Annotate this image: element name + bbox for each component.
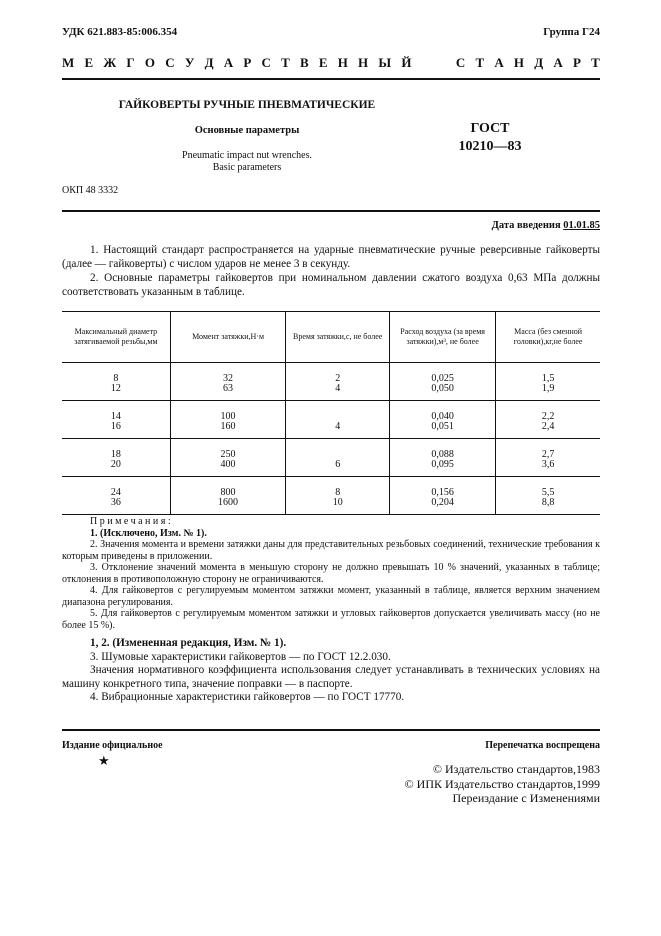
cell-value: 0,095 (431, 459, 454, 470)
banner-letter: Т (475, 55, 485, 70)
cell-value: 2,2 (541, 411, 555, 422)
cell-value: 8 (335, 487, 341, 498)
banner-letter: Н (337, 55, 348, 70)
star-icon: ★ (98, 753, 110, 768)
paragraph-4: 4. Вибрационные характеристики гайковертов — по ГОСТ 17770. (90, 691, 405, 703)
cell-value: 2,7 (541, 449, 555, 460)
banner-letter: В (299, 55, 309, 70)
cell-value: 8,8 (541, 497, 555, 508)
table-cell (170, 477, 285, 515)
udk-code: УДК 621.883-85:006.354 (62, 26, 178, 38)
table-cell (62, 363, 170, 401)
banner-letter: Ж (103, 55, 117, 70)
cell-value: 0,088 (431, 449, 454, 460)
banner-letter: О (144, 55, 156, 70)
banner-letter: У (184, 55, 195, 70)
banner-letter: Д (204, 55, 214, 70)
cell-value: 4 (335, 421, 341, 432)
table-cell (390, 477, 496, 515)
note-5: 5. Для гайковертов с регулируемым моментом затяжки и угловых гайковертов допускается увеличивать массу (но не более 15 %). (62, 608, 600, 631)
english-title-line-1: Pneumatic impact nut wrenches. (182, 150, 312, 161)
paragraph-3: 3. Шумовые характеристики гайковертов — по ГОСТ 12.2.030. (90, 650, 391, 663)
table-row (62, 439, 600, 477)
cell-value: 18 (110, 449, 121, 460)
group-code: Группа Г24 (543, 26, 600, 38)
table-cell (496, 477, 600, 515)
table-cell (286, 363, 390, 401)
table-cell (286, 439, 390, 477)
banner-gap (422, 55, 446, 71)
notes-block (62, 516, 600, 631)
table-cell (286, 401, 390, 439)
cell-value: 0,025 (431, 373, 454, 384)
table-cell (496, 363, 600, 401)
note-1: 1. (Исключено, Изм. № 1). (90, 527, 207, 539)
table-cell (170, 439, 285, 477)
header-torque: Момент затяжки,Н·м (170, 312, 285, 363)
banner-letter: Е (318, 55, 328, 70)
table-cell (390, 401, 496, 439)
banner-letter: Д (534, 55, 544, 70)
standard-type-banner (62, 55, 600, 71)
publisher-line-1: © Издательство стандартов,1983 (432, 762, 600, 776)
banner-letter: А (494, 55, 504, 70)
publisher-line-2: © ИПК Издательство стандартов,1999 (404, 776, 600, 791)
document-title: ГАЙКОВЕРТЫ РУЧНЫЕ ПНЕВМАТИЧЕСКИЕ (118, 99, 376, 111)
cell-value: 1600 (218, 497, 239, 508)
cell-value: 0,156 (431, 487, 454, 498)
cell-value: 32 (223, 373, 234, 384)
cell-value: 0,204 (431, 497, 454, 508)
banner-letter: Й (401, 55, 412, 70)
banner-letter: Р (573, 55, 581, 70)
publisher-line-3: Переиздание с Изменениями (452, 791, 600, 805)
cell-value: 800 (220, 487, 236, 498)
publisher-info (405, 762, 600, 806)
cell-value: 2 (335, 373, 341, 384)
note-3: 3. Отклонение значений момента в меньшую сторону не должно превышать 10 % значений, указанных в таблице; отклонения в противоположную сторону не ограничиваются. (62, 562, 600, 585)
banner-letter: А (223, 55, 234, 70)
banner-letter: Е (84, 55, 94, 70)
cell-value: 16 (110, 421, 121, 432)
cell-value: 1,5 (541, 373, 555, 384)
intro-date-value: 01.01.85 (563, 220, 600, 231)
paragraph-3-continued: Значения нормативного коэффициента использования следует устанавливать в технических условиях на машину конкретного типа, значение поправки — в паспорте. (62, 664, 600, 690)
table-row (62, 363, 600, 401)
banner-letter: Р (243, 55, 252, 70)
banner-letter: Г (126, 55, 135, 70)
cell-value: 250 (220, 449, 236, 460)
table-cell (390, 363, 496, 401)
official-edition: Издание официальное (62, 740, 163, 751)
table-cell (286, 477, 390, 515)
cell-value: 3,6 (541, 459, 555, 470)
cell-value: 0,051 (431, 421, 454, 432)
gost-number: 10210—83 (458, 139, 522, 154)
paragraph-1: 1. Настоящий стандарт распространяется на ударные пневматические ручные реверсивные гайковерты (далее — гайковерты) с числом ударов не менее 3 в секунду. (62, 244, 600, 270)
cell-value: 12 (110, 383, 121, 394)
intro-paragraphs (62, 243, 600, 299)
table-header-row (62, 312, 600, 363)
cell-value: 0,050 (431, 383, 454, 394)
intro-date (492, 220, 600, 231)
intro-date-label: Дата введения (491, 220, 561, 231)
banner-letter: Т (591, 55, 600, 70)
english-title (62, 150, 432, 174)
header-mass: Масса (без сменной головки),кг,не более (496, 312, 600, 363)
cell-value: 4 (335, 383, 341, 394)
notes-heading: Примечания: (90, 516, 174, 527)
title-block-rule (62, 210, 600, 212)
banner-letter: А (553, 55, 563, 70)
reprint-prohibited: Перепечатка воспрещена (485, 740, 600, 751)
gost-designation (450, 120, 530, 156)
cell-value: 2,4 (541, 421, 555, 432)
header-air-consumption: Расход воздуха (за время затяжки),м³, не более (390, 312, 496, 363)
table-row (62, 401, 600, 439)
banner-letter: М (62, 55, 75, 70)
banner-letter: Ы (378, 55, 392, 70)
parameters-table (62, 311, 600, 515)
banner-letter: С (165, 55, 175, 70)
cell-value: 100 (220, 411, 236, 422)
cell-value: 1,9 (541, 383, 555, 394)
banner-letter: С (455, 55, 466, 70)
cell-value: 14 (110, 411, 121, 422)
cell-value: 160 (220, 421, 236, 432)
cell-value: 6 (335, 459, 341, 470)
header-rule (62, 78, 600, 80)
table-cell (62, 477, 170, 515)
table-cell (62, 439, 170, 477)
table-cell (170, 401, 285, 439)
cell-value: 10 (332, 497, 343, 508)
okp-code: ОКП 48 3332 (62, 185, 119, 196)
cell-value: 0,040 (431, 411, 454, 422)
cell-value: 36 (110, 497, 121, 508)
additional-paragraphs (62, 637, 600, 705)
cell-value: 24 (110, 487, 121, 498)
gost-label: ГОСТ (470, 121, 510, 136)
cell-value: 20 (110, 459, 121, 470)
note-4: 4. Для гайковертов с регулируемым моментом затяжки момент, указанный в таблице, является верхним значением диапазона регулирования. (62, 585, 600, 608)
table-cell (390, 439, 496, 477)
cell-value: 63 (223, 383, 234, 394)
paragraph-2: 2. Основные параметры гайковертов при номинальном давлении сжатого воздуха 0,63 МПа должны соответствовать указанным в таблице. (62, 272, 600, 298)
amendment-note: 1, 2. (Измененная редакция, Изм. № 1). (90, 637, 287, 649)
table-cell (496, 401, 600, 439)
cell-value: 400 (220, 459, 236, 470)
english-title-line-2: Basic parameters (212, 162, 282, 173)
cell-value: 8 (113, 373, 119, 384)
banner-letter: Н (358, 55, 369, 70)
banner-letter: Т (281, 55, 290, 70)
header-time: Время затяжки,с, не более (286, 312, 390, 363)
table-cell (496, 439, 600, 477)
note-2: 2. Значения момента и времени затяжки даны для представительных резьбовых соединений, технические требования к которым приведены в приложении. (62, 539, 600, 562)
table-cell (62, 401, 170, 439)
header-thread-diameter: Максимальный диаметр затягиваемой резьбы,мм (62, 312, 170, 363)
banner-letter: С (261, 55, 271, 70)
cell-value: 5,5 (541, 487, 555, 498)
document-subtitle: Основные параметры (194, 125, 300, 136)
table-row (62, 477, 600, 515)
table-cell (170, 363, 285, 401)
footer-rule (62, 729, 600, 731)
banner-letter: Н (513, 55, 525, 70)
